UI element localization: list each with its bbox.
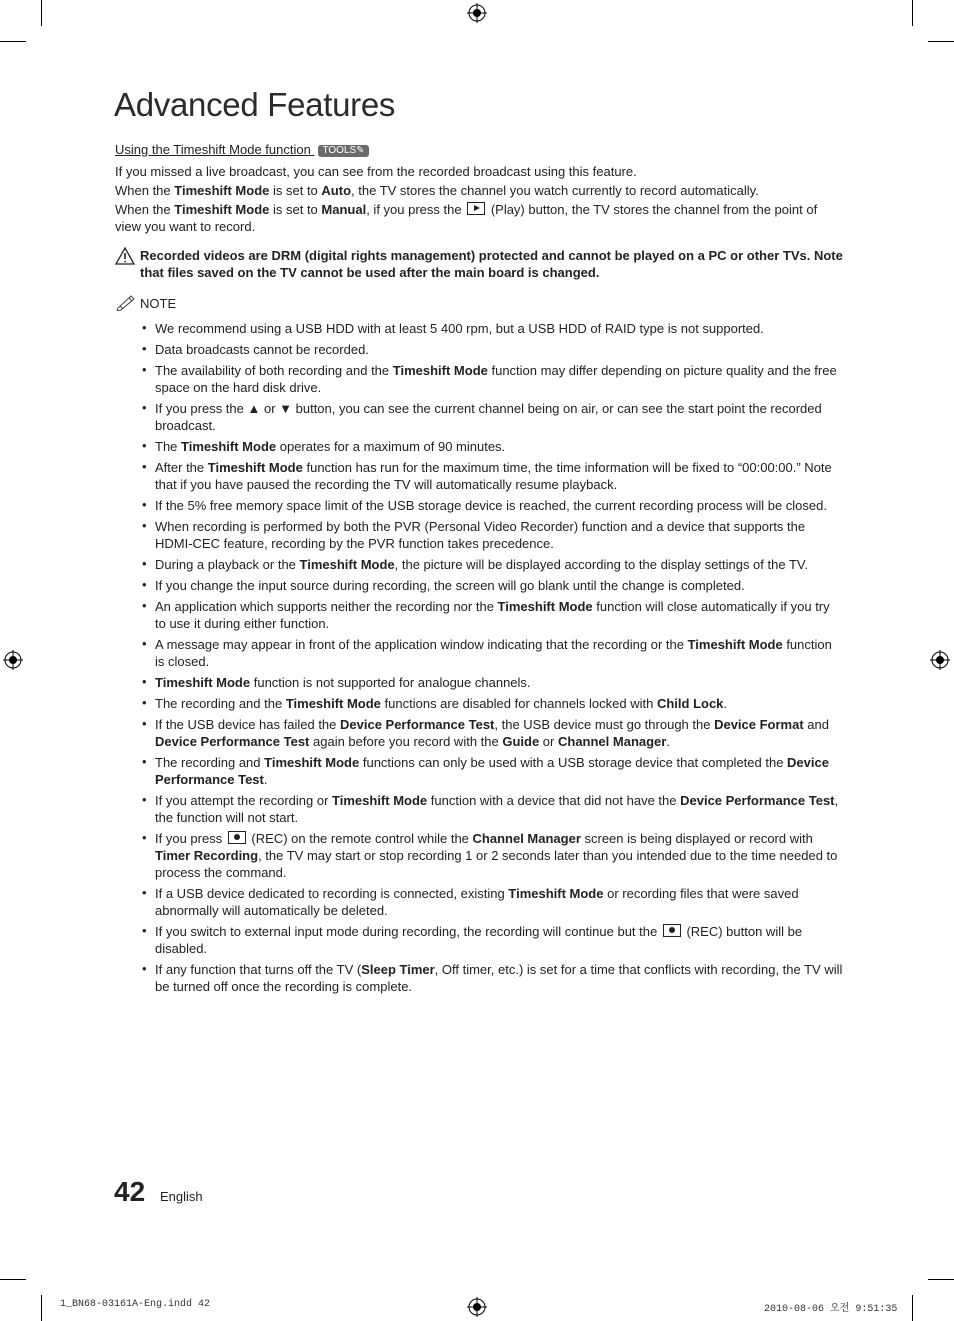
crop-mark [41,1295,42,1321]
caution-block [115,247,843,281]
crop-mark [0,1279,26,1280]
crop-mark [912,1295,913,1321]
note-item: • When recording is performed by both the PVR (Personal Video Recorder) function and a device that supports the HDMI-CEC feature, recording by the PVR function takes precedence. [155,518,843,552]
page-number: 42 [114,1176,146,1207]
tools-badge: TOOLS✎ [318,145,368,157]
note-item: • If you press (REC) on the remote control while the Channel Manager screen is being displayed or record with Timer Recording, the TV may start or stop recording 1 or 2 seconds later than you intended due to the time needed to process the command. [155,830,843,881]
note-item: • During a playback or the Timeshift Mode, the picture will be displayed according to the display settings of the TV. [155,556,843,573]
manual-paragraph: When the Timeshift Mode is set to Manual, if you press the (Play) button, the TV stores the channel from the point of view you want to record. [115,202,818,234]
note-heading [115,295,843,312]
pencil-note-icon [115,293,137,311]
rec-button-icon [663,924,681,937]
crop-mark [928,1279,954,1280]
note-item: • A message may appear in front of the application window indicating that the recording or the Timeshift Mode function is closed. [155,636,843,670]
note-item: • If the 5% free memory space limit of the USB storage device is reached, the current recording process will be closed. [155,497,843,514]
note-label: NOTE [140,296,177,311]
section-heading [115,141,843,159]
caution-text: Recorded videos are DRM (digital rights management) protected and cannot be played on a PC or other TVs. Note that files saved on the TV cannot be used after the main board is changed. [140,248,843,280]
auto-paragraph: When the Timeshift Mode is set to Auto, the TV stores the channel you watch currently to record automatically. [115,183,759,198]
page-content [115,141,843,999]
registration-mark-icon [3,650,23,670]
slug-timestamp: 2010-08-06 오전 9:51:35 [764,1304,898,1315]
crop-mark [0,41,26,42]
note-list [115,320,843,995]
warning-triangle-icon [115,247,135,265]
slug-file: 1_BN68-03161A-Eng.indd 42 [60,1299,211,1310]
note-item: • If the USB device has failed the Device Performance Test, the USB device must go through the Device Format and Device Performance Test again before you record with the Guide or Channel Manager. [155,716,843,750]
registration-mark-icon [467,1297,487,1317]
rec-button-icon [228,831,246,844]
play-button-icon [467,202,485,215]
note-item: • An application which supports neither the recording nor the Timeshift Mode function will close automatically if you try to use it during either function. [155,598,843,632]
note-item: • Data broadcasts cannot be recorded. [155,341,843,358]
note-item: • Timeshift Mode function is not supported for analogue channels. [155,674,843,691]
note-item: • If you attempt the recording or Timeshift Mode function with a device that did not have the Device Performance Test, the function will not start. [155,792,843,826]
note-item: • If you switch to external input mode during recording, the recording will continue but the (REC) button will be disabled. [155,923,843,957]
note-item: • If any function that turns off the TV (Sleep Timer, Off timer, etc.) is set for a time that conflicts with recording, the TV will be turned off once the recording is complete. [155,961,843,995]
note-item: • If a USB device dedicated to recording is connected, existing Timeshift Mode or recording files that were saved abnormally will automatically be deleted. [155,885,843,919]
page-title: Advanced Features [114,86,396,123]
note-item: • The recording and Timeshift Mode functions can only be used with a USB storage device that completed the Device Performance Test. [155,754,843,788]
registration-mark-icon [930,650,950,670]
note-item: • After the Timeshift Mode function has run for the maximum time, the time information will be fixed to “00:00:00.” Note that if you have paused the recording the TV will automatically resume playback. [155,459,843,493]
crop-mark [41,0,42,26]
note-item: • We recommend using a USB HDD with at least 5 400 rpm, but a USB HDD of RAID type is not supported. [155,320,843,337]
note-item: • The recording and the Timeshift Mode functions are disabled for channels locked with Child Lock. [155,695,843,712]
registration-mark-icon [467,3,487,23]
note-item: • If you change the input source during recording, the screen will go blank until the change is completed. [155,577,843,594]
note-item: • The Timeshift Mode operates for a maximum of 90 minutes. [155,438,843,455]
intro-paragraph: If you missed a live broadcast, you can see from the recorded broadcast using this feature. [115,164,637,179]
note-item: • If you press the ▲ or ▼ button, you can see the current channel being on air, or can see the start point the recorded broadcast. [155,400,843,434]
crop-mark [912,0,913,26]
page-language: English [160,1189,203,1204]
section-heading-text: Using the Timeshift Mode function [115,142,311,157]
note-item: • The availability of both recording and the Timeshift Mode function may differ depending on picture quality and the free space on the hard disk drive. [155,362,843,396]
crop-mark [928,41,954,42]
